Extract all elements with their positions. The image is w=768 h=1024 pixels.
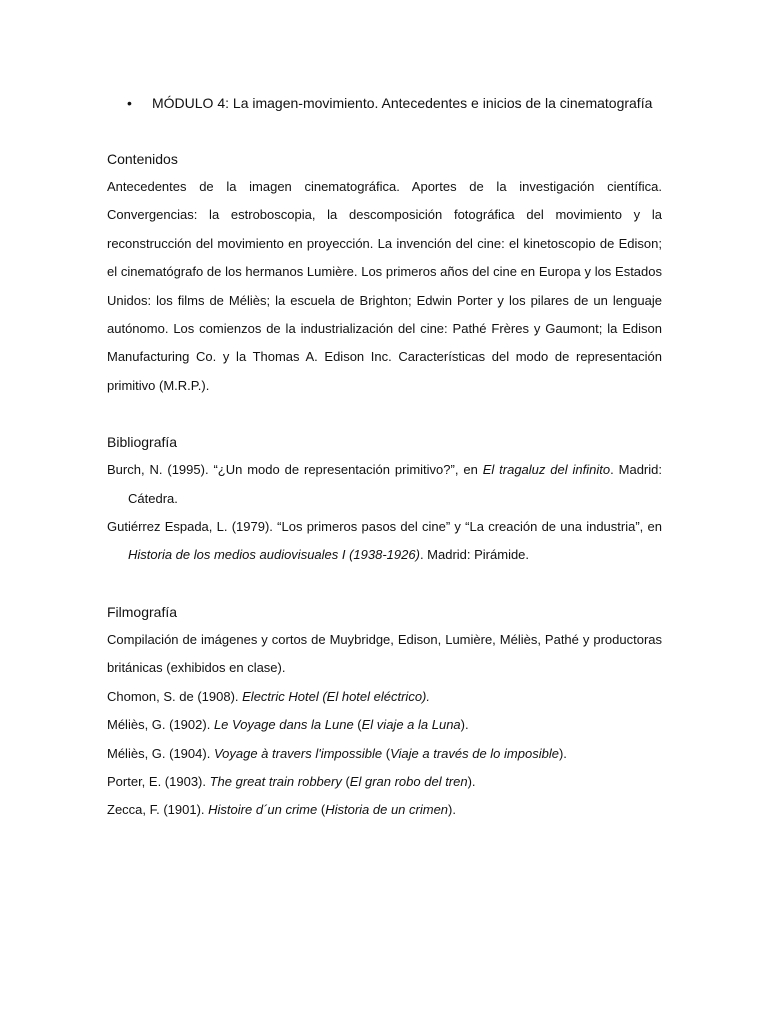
film-translation: El gran robo del tren (349, 773, 468, 789)
film-suffix: ). (448, 802, 456, 818)
film-mid: ( (317, 802, 326, 818)
entry-prefix: Burch, N. (1995). “¿Un modo de representación primitivo?”, en (107, 462, 483, 478)
document-page (107, 88, 662, 825)
film-suffix: ). (460, 717, 469, 733)
film-entry (107, 683, 662, 711)
bibliografia-heading: Bibliografía (107, 434, 178, 451)
film-mid: ( (341, 773, 350, 789)
film-prefix: Méliès, G. (1902). (107, 717, 214, 733)
entry-suffix: . Madrid: Pirámide. (419, 547, 530, 563)
entry-prefix: Gutiérrez Espada, L. (1979). “Los primeros pasos del cine” y “La creación de una industria”, en (107, 519, 662, 535)
film-translation: El viaje a la Luna (361, 717, 461, 733)
contenidos-paragraph: Antecedentes de la imagen cinematográfica. Aportes de la investigación científica. Convergencias: la estroboscopia, la descomposición fotográfica del movimiento y la reconstrucción del movimiento en proyección. La invención del cine: el kinetoscopio de Edison; el cinematógrafo de los hermanos Lumière. Los primeros años del cine en Europa y los Estados Unidos: los films de Méliès; la escuela de Brighton; Edwin Porter y los pilares de un lenguaje autónomo. Los comienzos de la industrialización del cine: Pathé Frères y Gaumont; la Edison Manufacturing Co. y la Thomas A. Edison Inc. Características del modo de representación primitivo (M.R.P.). (107, 179, 662, 393)
film-title: Histoire d´un crime (208, 802, 318, 818)
film-prefix: Zecca, F. (1901). (107, 802, 209, 818)
entry-suffix: . Madrid: Cátedra. (128, 462, 662, 506)
film-translation: Viaje a través de lo imposible (390, 745, 559, 761)
bibliography-entry (107, 456, 662, 513)
film-entry (107, 796, 662, 824)
film-mid: ( (353, 717, 362, 733)
filmografia-intro: Compilación de imágenes y cortos de Muybridge, Edison, Lumière, Méliès, Pathé y productoras británicas (exhibidos en clase). (107, 631, 662, 676)
module-title (107, 88, 662, 118)
bibliography-entry (107, 513, 662, 570)
film-suffix: ). (467, 773, 476, 789)
film-title: Voyage à travers l'impossible (213, 745, 383, 761)
film-prefix: Chomon, S. de (1908). (107, 688, 243, 704)
film-title: Le Voyage dans la Lune (213, 717, 354, 733)
film-translation: Historia de un crimen (325, 802, 449, 818)
film-prefix: Méliès, G. (1904). (107, 745, 214, 761)
entry-title: Historia de los medios audiovisuales I (1938-1926) (128, 547, 420, 563)
film-entry (107, 711, 662, 739)
film-translation: (El hotel eléctrico). (322, 688, 430, 704)
film-prefix: Porter, E. (1903). (107, 773, 210, 789)
film-entry (107, 768, 662, 796)
film-entry (107, 740, 662, 768)
entry-title: El tragaluz del infinito (482, 462, 611, 478)
filmografia-heading: Filmografía (107, 603, 178, 620)
film-title: The great train robbery (209, 773, 342, 789)
module-title-text: MÓDULO 4: La imagen-movimiento. Antecedentes e inicios de la cinematografía (152, 95, 653, 111)
contenidos-heading: Contenidos (107, 151, 178, 167)
film-mid: ( (382, 745, 391, 761)
bullet-icon: • (127, 95, 132, 111)
film-title: Electric Hotel (242, 688, 319, 704)
film-suffix: ). (558, 745, 567, 761)
